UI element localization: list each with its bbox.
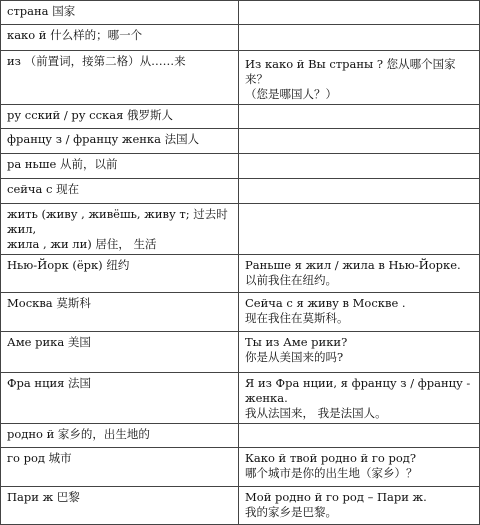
term-cell: родно й 家乡的，出生地的 [1,424,239,448]
term-cell: го род 城市 [1,448,239,487]
table-row [1,129,480,154]
example-cell [239,204,480,255]
table-row [1,424,480,448]
term-cell: Москва 莫斯科 [1,293,239,332]
example-cell: Раньше я жил / жила в Нью-Йорке. 以前我住在纽约。 [239,255,480,293]
table-row [1,179,480,204]
table-row [1,373,480,424]
table-row [1,154,480,179]
term-cell: жить (живу , живёшь, живу т; 过去时 жил, жила , жи ли) 居住， 生活 [1,204,239,255]
example-cell [239,25,480,51]
example-cell: Мой родно й го род – Пари ж. 我的家乡是巴黎。 [239,487,480,525]
term-cell: Фра нция 法国 [1,373,239,424]
example-cell [239,179,480,204]
table-row [1,332,480,373]
example-cell: Сейча с я живу в Москве . 现在我住在莫斯科。 [239,293,480,332]
term-cell: Аме рика 美国 [1,332,239,373]
term-cell: Пари ж 巴黎 [1,487,239,525]
table-body [1,1,480,525]
example-cell [239,424,480,448]
example-cell [239,105,480,129]
table-row [1,1,480,25]
table-row [1,105,480,129]
example-cell: Из како й Вы страны ? 您从哪个国家来？ （您是哪国人？） [239,51,480,105]
term-cell: сейча с 现在 [1,179,239,204]
example-cell [239,1,480,25]
term-cell: како й 什么样的；哪一个 [1,25,239,51]
table-row [1,204,480,255]
example-cell: Я из Фра нции, я францу з / францу - женка. 我从法国来， 我是法国人。 [239,373,480,424]
term-cell: Нью-Йорк (ёрк) 纽约 [1,255,239,293]
term-cell: ру сский / ру сская 俄罗斯人 [1,105,239,129]
table-row [1,25,480,51]
term-cell: францу з / францу женка 法国人 [1,129,239,154]
term-cell: страна 国家 [1,1,239,25]
example-cell: Како й твой родно й го род? 哪个城市是你的出生地（家乡）？ [239,448,480,487]
example-cell: Ты из Аме рики? 你是从美国来的吗? [239,332,480,373]
example-cell [239,129,480,154]
table-row [1,293,480,332]
table-row [1,255,480,293]
example-cell [239,154,480,179]
term-cell: ра ньше 从前，以前 [1,154,239,179]
term-cell: из （前置词，接第二格）从……来 [1,51,239,105]
table-row [1,448,480,487]
table-row [1,51,480,105]
